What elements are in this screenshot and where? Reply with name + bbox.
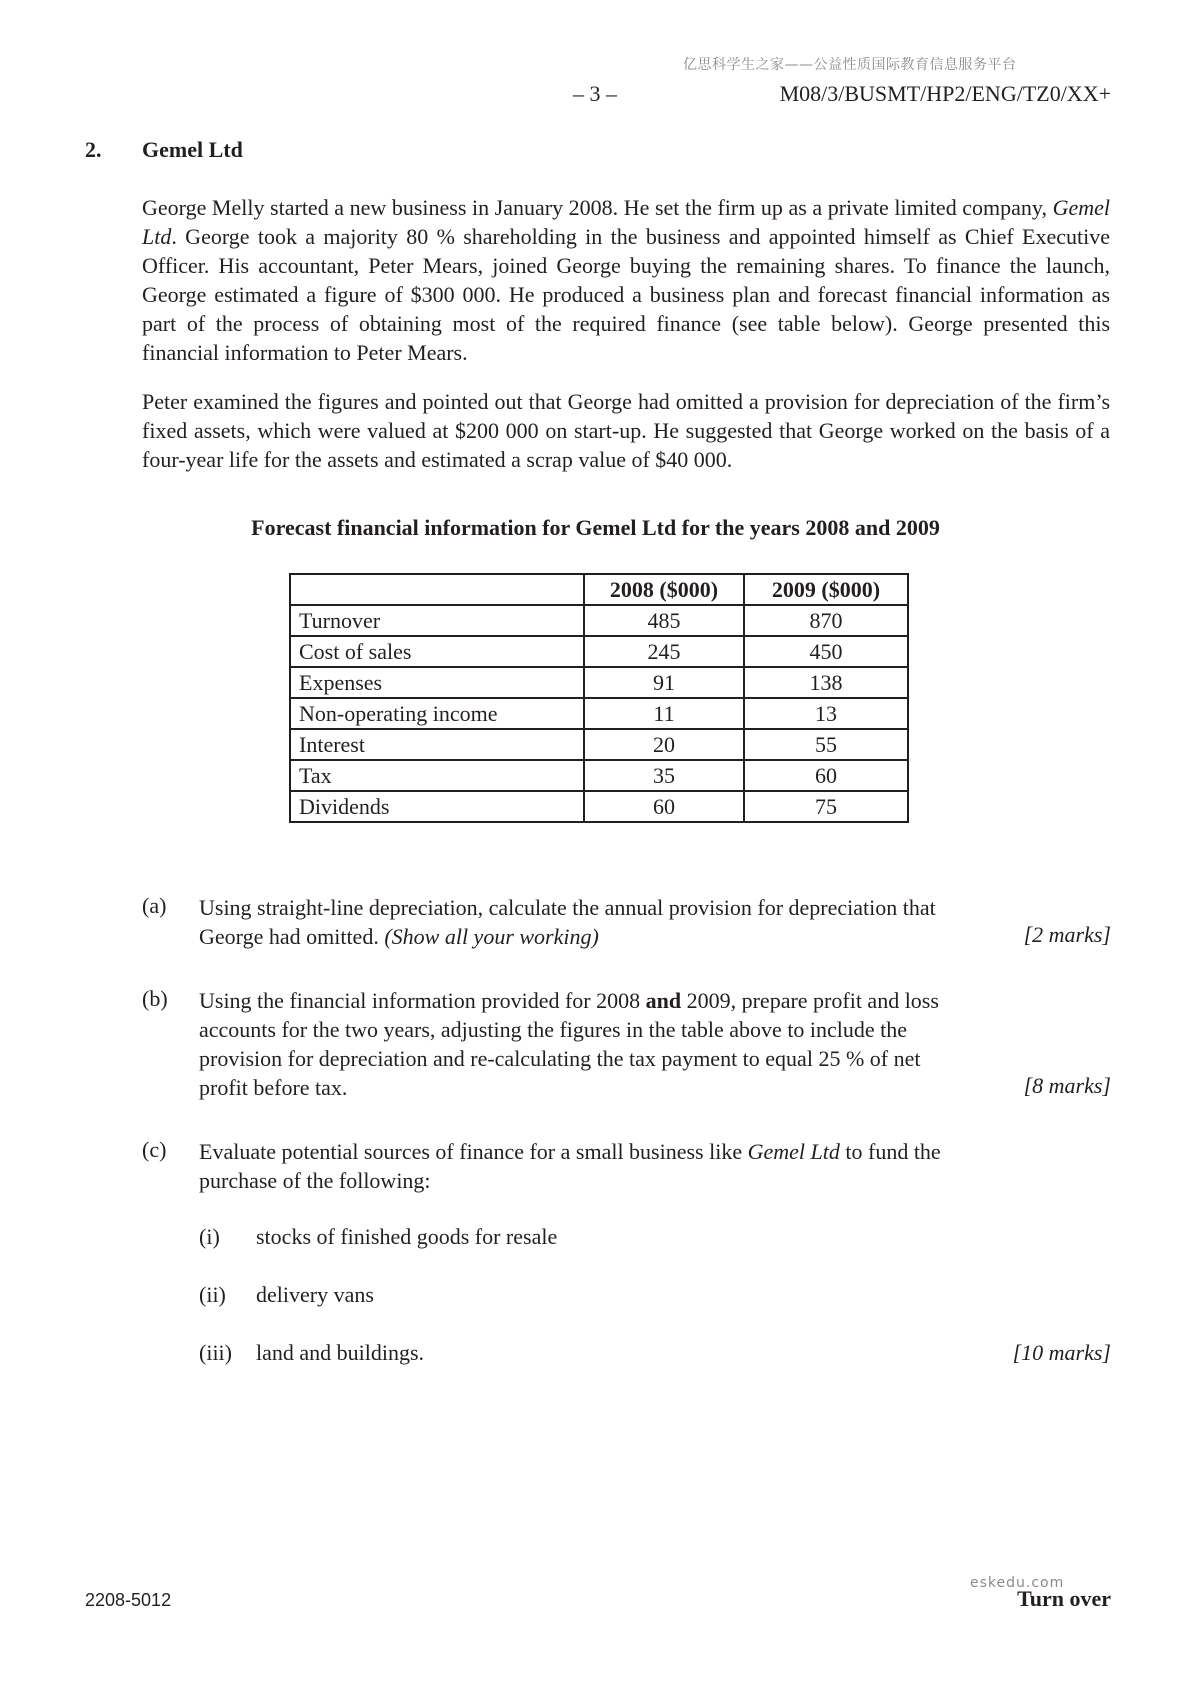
intro-text-a: George Melly started a new business in January 2008. He set the firm up as a private limited company, bbox=[142, 195, 1047, 220]
value-2009: 60 bbox=[744, 760, 908, 791]
value-2008: 60 bbox=[584, 791, 744, 822]
table-header-row bbox=[290, 574, 908, 605]
value-2009: 13 bbox=[744, 698, 908, 729]
row-label: Interest bbox=[290, 729, 584, 760]
part-c-marks: [10 marks] bbox=[1012, 1340, 1111, 1365]
header-watermark: 亿思科学生之家——公益性质国际教育信息服务平台 bbox=[683, 57, 1017, 73]
table-header-2009: 2009 ($000) bbox=[744, 574, 908, 605]
subitem-text: delivery vans bbox=[256, 1282, 374, 1307]
question-title: Gemel Ltd bbox=[142, 137, 243, 162]
row-label: Tax bbox=[290, 760, 584, 791]
row-label: Expenses bbox=[290, 667, 584, 698]
part-a-marks: [2 marks] bbox=[1023, 922, 1111, 947]
table-header-2008: 2008 ($000) bbox=[584, 574, 744, 605]
part-b-label: (b) bbox=[142, 986, 168, 1011]
row-label: Dividends bbox=[290, 791, 584, 822]
depreciation-text: Peter examined the figures and pointed out that George had omitted a provision for depreciation of the firm’s fixed assets, which were valued at $200 000 on start-up. He suggested that George worked on the basis of a four-year life for the assets and estimated a scrap value of $40 000. bbox=[142, 389, 1110, 472]
part-a-note: (Show all your working) bbox=[384, 924, 599, 949]
part-c-text bbox=[199, 1137, 969, 1195]
row-label: Cost of sales bbox=[290, 636, 584, 667]
subitem-text: stocks of finished goods for resale bbox=[256, 1224, 558, 1249]
value-2009: 450 bbox=[744, 636, 908, 667]
footer-code: 2208-5012 bbox=[85, 1590, 172, 1610]
table-row bbox=[290, 605, 908, 636]
part-b-text-a: Using the financial information provided for 2008 bbox=[199, 988, 641, 1013]
table-row bbox=[290, 729, 908, 760]
value-2008: 245 bbox=[584, 636, 744, 667]
value-2009: 75 bbox=[744, 791, 908, 822]
part-b-text-b: 2009, prepare profit and loss accounts for the two years, adjusting the figures in the table above to include the provision for depreciation and re-calculating the tax payment to equal 25 % of net profit before tax. bbox=[199, 988, 939, 1100]
part-a-question: Using straight-line depreciation, calculate the annual provision for depreciation that George had omitted. bbox=[199, 895, 936, 949]
question-number: 2. bbox=[85, 137, 102, 162]
part-b-text bbox=[199, 986, 969, 1102]
company-name: Gemel Ltd bbox=[142, 195, 1110, 249]
part-c-company: Gemel Ltd bbox=[747, 1139, 840, 1164]
value-2008: 485 bbox=[584, 605, 744, 636]
footer-watermark: eskedu.com bbox=[970, 1575, 1065, 1591]
value-2009: 138 bbox=[744, 667, 908, 698]
table-row bbox=[290, 760, 908, 791]
page-number: – 3 – bbox=[573, 81, 617, 106]
intro-text-b: . George took a majority 80 % shareholding in the business and appointed himself as Chief Executive Officer. His accountant, Peter Mears, joined George buying the remaining shares. To finance the launch, George estimated a figure of $300 000. He produced a business plan and forecast financial information as part of the process of obtaining most of the required finance (see table below). George presented this financial information to Peter Mears. bbox=[142, 224, 1110, 365]
table-row bbox=[290, 667, 908, 698]
value-2009: 870 bbox=[744, 605, 908, 636]
depreciation-paragraph bbox=[142, 387, 1110, 474]
part-b-marks: [8 marks] bbox=[1023, 1073, 1111, 1098]
table-row bbox=[290, 791, 908, 822]
row-label: Turnover bbox=[290, 605, 584, 636]
subitem-label: (i) bbox=[199, 1224, 220, 1249]
part-c-label: (c) bbox=[142, 1137, 167, 1162]
part-c-text-b: to fund the purchase of the following: bbox=[199, 1139, 941, 1193]
value-2009: 55 bbox=[744, 729, 908, 760]
value-2008: 35 bbox=[584, 760, 744, 791]
subitem-label: (ii) bbox=[199, 1282, 226, 1307]
subitem-label: (iii) bbox=[199, 1340, 232, 1365]
part-a-text bbox=[199, 893, 969, 951]
part-c-text-a: Evaluate potential sources of finance for a small business like bbox=[199, 1139, 743, 1164]
table-title: Forecast financial information for Gemel Ltd for the years 2008 and 2009 bbox=[251, 515, 940, 540]
row-label: Non-operating income bbox=[290, 698, 584, 729]
table-row bbox=[290, 698, 908, 729]
financial-table bbox=[289, 573, 909, 823]
value-2008: 20 bbox=[584, 729, 744, 760]
value-2008: 91 bbox=[584, 667, 744, 698]
document-code: M08/3/BUSMT/HP2/ENG/TZ0/XX+ bbox=[779, 81, 1111, 106]
subitem-text: land and buildings. bbox=[256, 1340, 425, 1365]
table-header-blank bbox=[290, 574, 584, 605]
turn-over-label: Turn over bbox=[1017, 1586, 1111, 1611]
value-2008: 11 bbox=[584, 698, 744, 729]
part-b-bold: and bbox=[645, 988, 682, 1013]
part-a-label: (a) bbox=[142, 893, 167, 918]
intro-paragraph bbox=[142, 193, 1110, 367]
table-row bbox=[290, 636, 908, 667]
